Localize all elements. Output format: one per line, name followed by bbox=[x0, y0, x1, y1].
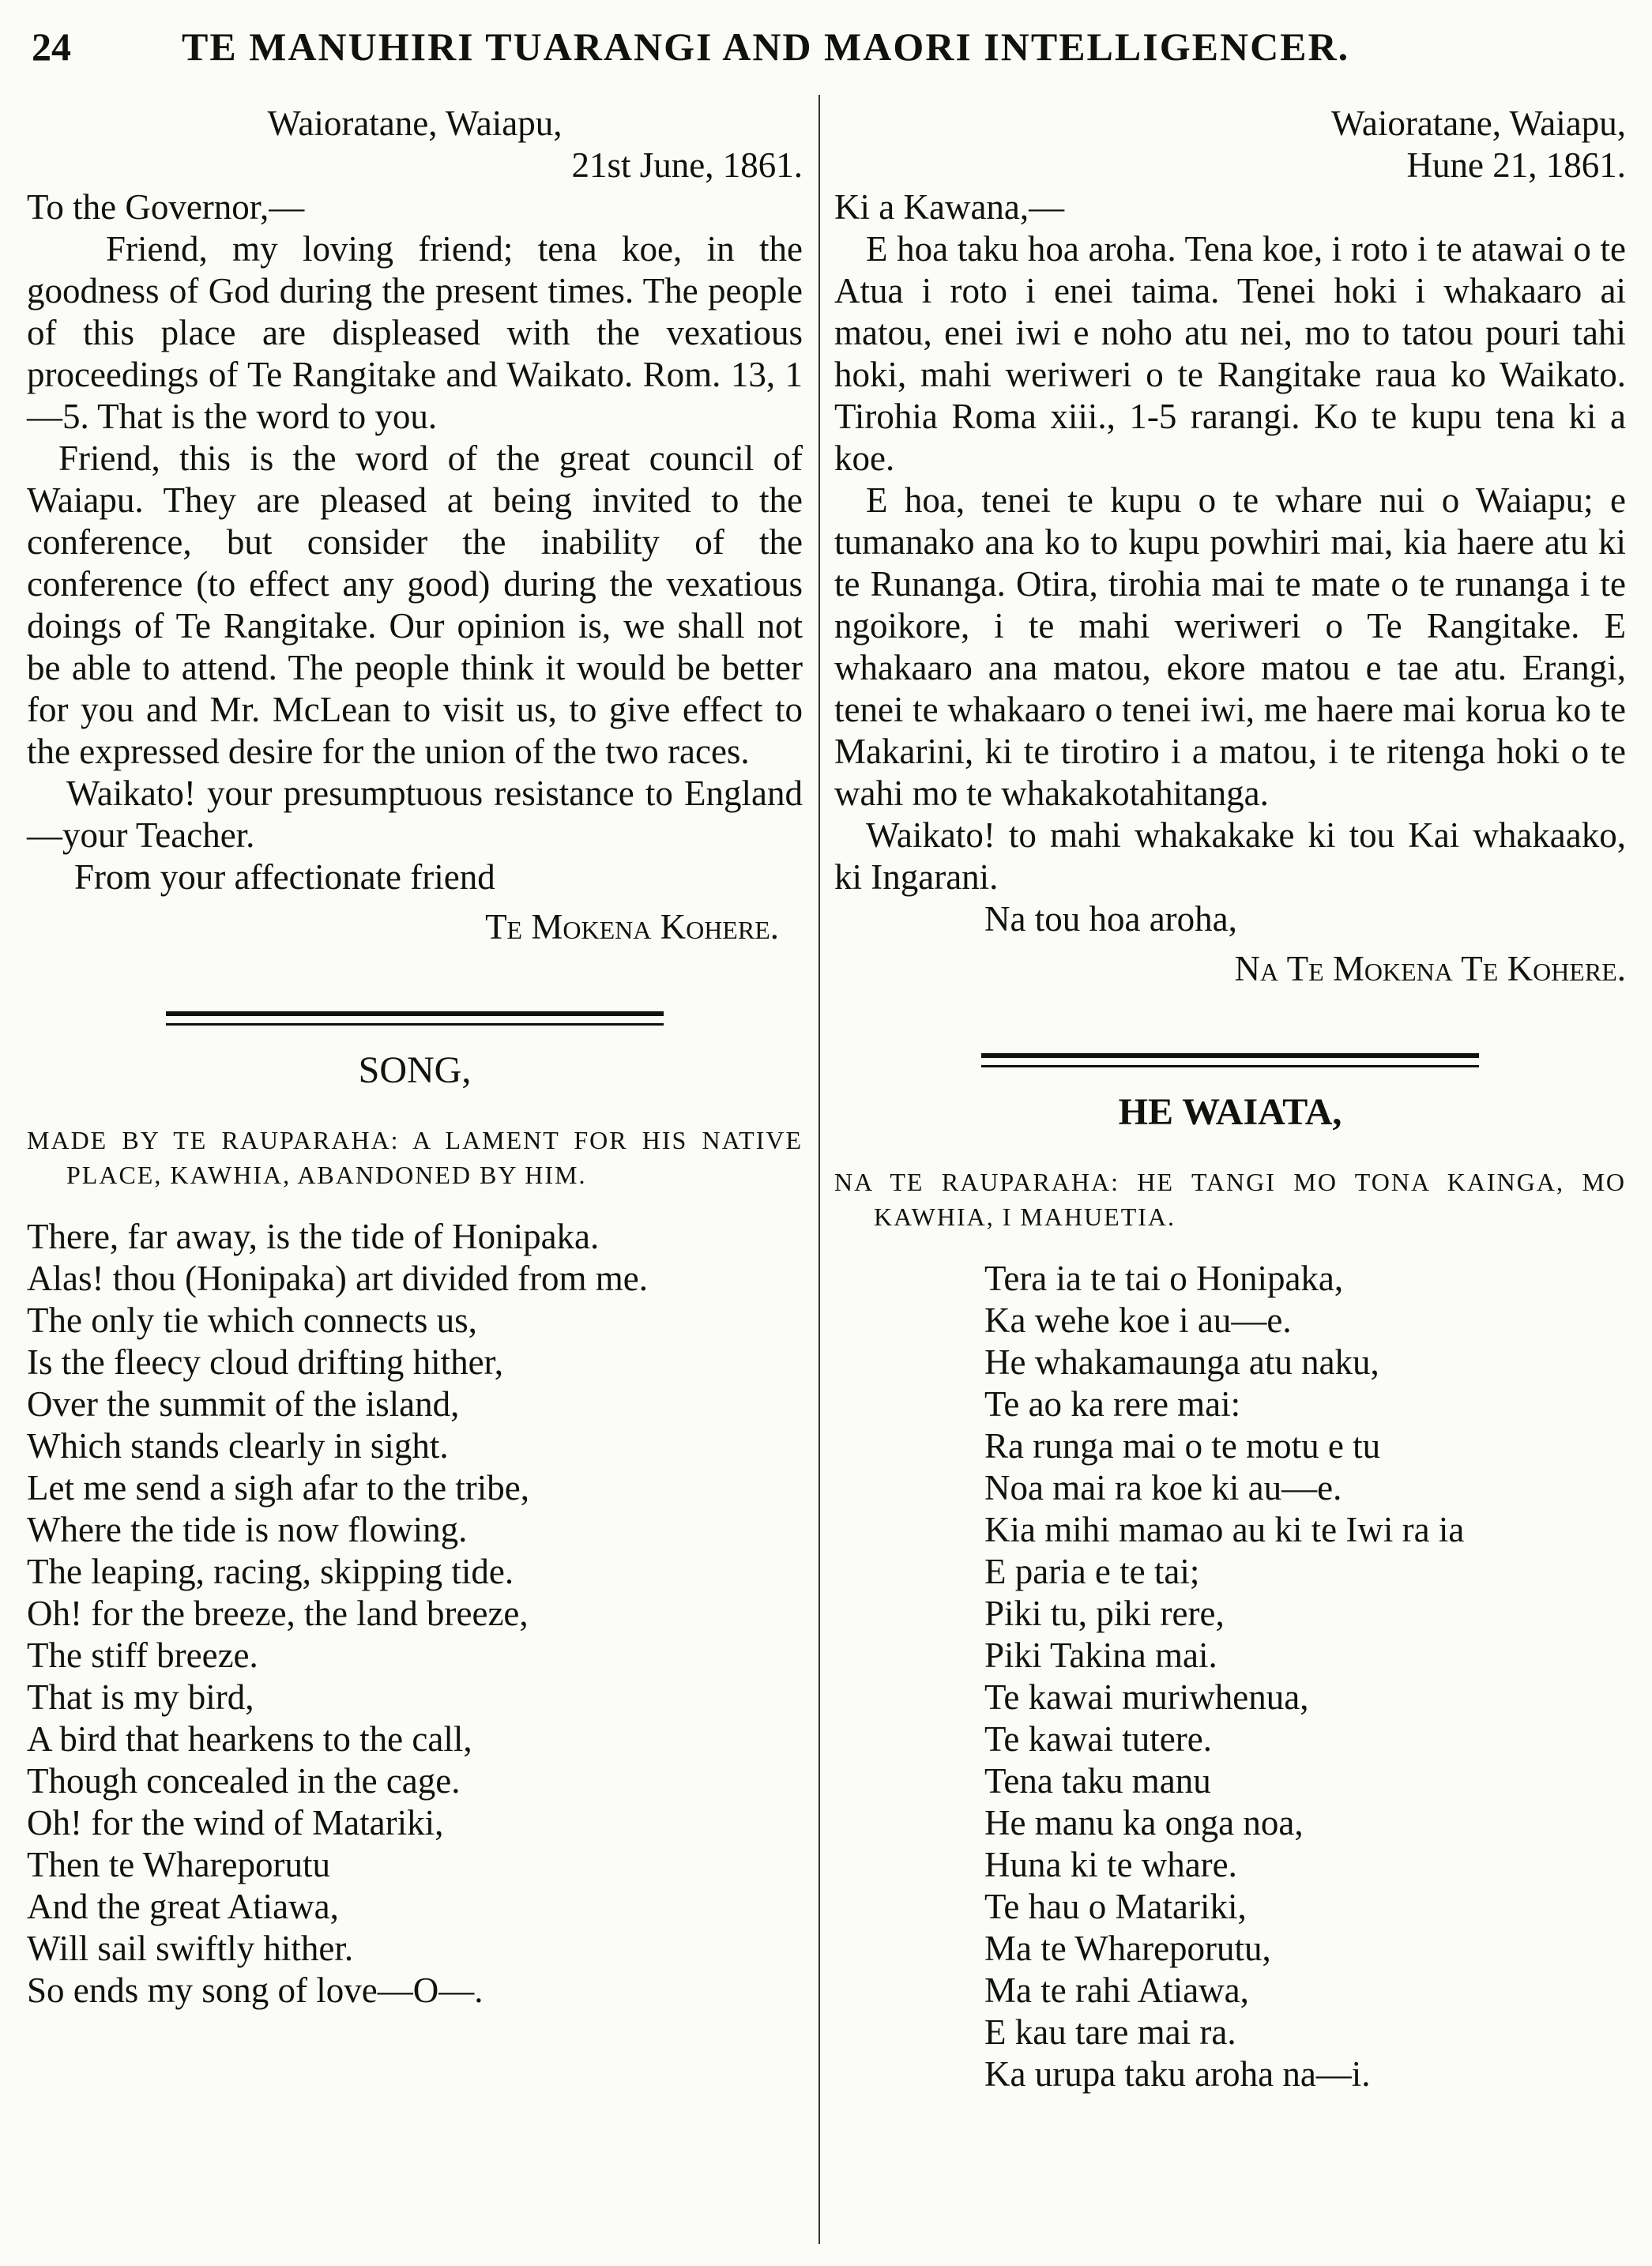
letter-paragraph-2: Friend, this is the word of the great council of Waiapu. They are pleased at being invited to the conference, but consider the inability of the conference (to effect any good) during the vexatious doings of Te Rangitake. Our opinion is, we shall not be able to attend. The people think it would be better for you and Mr. McLean to visit us, to give effect to the expressed desire for the union of the two races. bbox=[27, 439, 803, 771]
poem-line: And the great Atiawa, bbox=[27, 1887, 339, 1926]
poem-line: Te kawai muriwhenua, bbox=[984, 1677, 1309, 1717]
poem-line: Let me send a sigh afar to the tribe, bbox=[27, 1468, 530, 1508]
poem-line: Ma te rahi Atiawa, bbox=[984, 1971, 1249, 2010]
poem-line: Oh! for the wind of Matariki, bbox=[27, 1803, 444, 1843]
poem-line: Noa mai ra koe ki au—e. bbox=[984, 1468, 1342, 1508]
poem-line: A bird that hearkens to the call, bbox=[27, 1719, 472, 1759]
poem-line: That is my bird, bbox=[27, 1677, 254, 1717]
publication-title: TE MANUHIRI TUARANGI AND MAORI INTELLIGENCER. bbox=[182, 24, 1350, 69]
section-rule bbox=[166, 1011, 664, 1026]
poem-line: Over the summit of the island, bbox=[27, 1384, 460, 1424]
poem-line: Te hau o Matariki, bbox=[984, 1887, 1247, 1926]
poem-line: The stiff breeze. bbox=[27, 1636, 258, 1675]
letter-signature: Te Mokena Kohere. bbox=[485, 907, 779, 947]
page-number: 24 bbox=[32, 24, 71, 69]
letter-closing: From your affectionate friend bbox=[74, 857, 495, 897]
poem-line: Tera ia te tai o Honipaka, bbox=[984, 1259, 1344, 1298]
letter-paragraph-1: E hoa taku hoa aroha. Tena koe, i roto i te atawai o te Atua i roto i enei taima. Tenei hoki i whakaaro ai matou, enei iwi e noho atu nei, mo to tatou pouri tahi hoki, mahi weriweri o te Rangitake raua ko Waikato. Tirohia Roma xiii., 1-5 rarangi. Ko te kupu tena ki a koe. bbox=[834, 229, 1626, 478]
letter-closing: Na tou hoa aroha, bbox=[984, 899, 1237, 939]
song-title: HE WAIATA, bbox=[1118, 1091, 1342, 1133]
poem-line: Where the tide is now flowing. bbox=[27, 1510, 468, 1549]
letter-salutation: To the Governor,— bbox=[27, 187, 305, 227]
song-title: SONG, bbox=[358, 1049, 472, 1091]
english-column bbox=[27, 103, 803, 2012]
poem-line: Which stands clearly in sight. bbox=[27, 1426, 449, 1466]
letter-paragraph-1: Friend, my loving friend; tena koe, in the goodness of God during the present times. The people of this place are displeased with the vexatious proceedings of Te Rangitake and Waikato. Rom. 13, 1—5. That is the word to you. bbox=[27, 229, 803, 436]
poem-line: Ka urupa taku aroha na—i. bbox=[984, 2054, 1371, 2094]
page-header bbox=[32, 24, 1612, 87]
column-divider bbox=[818, 95, 820, 2244]
poem-line: Ma te Whareporutu, bbox=[984, 1929, 1271, 1968]
song-subtitle: NA TE RAUPARAHA: HE TANGI MO TONA KAINGA, MO KAWHIA, I MAHUETIA. bbox=[834, 1168, 1626, 1231]
letter-paragraph-3: Waikato! your presumptuous resistance to England—your Teacher. bbox=[27, 774, 803, 855]
maori-column bbox=[834, 103, 1626, 2095]
poem-line: Piki tu, piki rere, bbox=[984, 1594, 1225, 1633]
poem-line: Tena taku manu bbox=[984, 1761, 1211, 1801]
poem-line: Though concealed in the cage. bbox=[27, 1761, 461, 1801]
song-subtitle: MADE BY TE RAUPARAHA: A LAMENT FOR HIS NATIVE PLACE, KAWHIA, ABANDONED BY HIM. bbox=[27, 1126, 803, 1189]
poem-line: Te kawai tutere. bbox=[984, 1719, 1212, 1759]
letter-salutation: Ki a Kawana,— bbox=[834, 187, 1065, 227]
letter-place: Waioratane, Waiapu, bbox=[1330, 104, 1626, 143]
poem-line: E kau tare mai ra. bbox=[984, 2012, 1236, 2052]
letter-date: Hune 21, 1861. bbox=[1406, 145, 1626, 185]
poem-line: So ends my song of love—O—. bbox=[27, 1971, 484, 2010]
poem bbox=[834, 1258, 1626, 2095]
poem-line: Te ao ka rere mai: bbox=[984, 1384, 1241, 1424]
poem bbox=[27, 1216, 803, 2012]
letter-paragraph-3: Waikato! to mahi whakakake ki tou Kai whakaako, ki Ingarani. bbox=[834, 815, 1626, 897]
poem-line: E paria e te tai; bbox=[984, 1552, 1200, 1591]
letter-place: Waioratane, Waiapu, bbox=[267, 104, 563, 143]
poem-line: Then te Whareporutu bbox=[27, 1845, 331, 1884]
poem-line: Alas! thou (Honipaka) art divided from me. bbox=[27, 1259, 649, 1298]
poem-line: He whakamaunga atu naku, bbox=[984, 1342, 1379, 1382]
poem-line: The leaping, racing, skipping tide. bbox=[27, 1552, 514, 1591]
poem-line: Is the fleecy cloud drifting hither, bbox=[27, 1342, 503, 1382]
section-rule bbox=[981, 1053, 1479, 1067]
poem-line: The only tie which connects us, bbox=[27, 1301, 477, 1340]
poem-line: Will sail swiftly hither. bbox=[27, 1929, 354, 1968]
poem-line: Oh! for the breeze, the land breeze, bbox=[27, 1594, 529, 1633]
poem-line: Kia mihi mamao au ki te Iwi ra ia bbox=[984, 1510, 1465, 1549]
poem-line: There, far away, is the tide of Honipaka. bbox=[27, 1217, 600, 1256]
letter-date: 21st June, 1861. bbox=[571, 145, 803, 185]
poem-line: He manu ka onga noa, bbox=[984, 1803, 1304, 1843]
letter-paragraph-2: E hoa, tenei te kupu o te whare nui o Waiapu; e tumanako ana ko to kupu powhiri mai, kia haere atu ki te Runanga. Otira, tirohia mai te mate o te runanga i te ngoikore, i te mahi weriweri o Te Rangitake. E whakaaro ana matou, ekore matou e tae atu. Erangi, tenei te whakaaro o tenei iwi, me haere mai korua ko te Makarini, ki te tirotiro i a matou, i te ritenga hoki o te wahi mo te whakakotahitanga. bbox=[834, 480, 1626, 813]
letter-signature: Na Te Mokena Te Kohere. bbox=[1234, 949, 1626, 988]
poem-line: Huna ki te whare. bbox=[984, 1845, 1237, 1884]
poem-line: Ka wehe koe i au—e. bbox=[984, 1301, 1292, 1340]
poem-line: Ra runga mai o te motu e tu bbox=[984, 1426, 1381, 1466]
poem-line: Piki Takina mai. bbox=[984, 1636, 1217, 1675]
